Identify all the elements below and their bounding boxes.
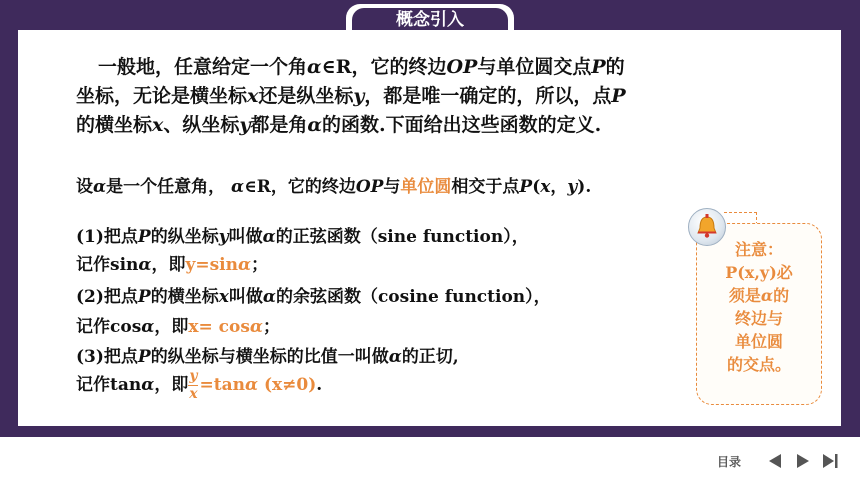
- setup-line: 设α是一个任意角， α∈R，它的终边OP与单位圆相交于点P(x，y).: [76, 177, 592, 197]
- tangent-fraction: $\frac{y}{x}$: [189, 368, 198, 402]
- title-tab: [346, 4, 514, 33]
- note-callout: [696, 223, 822, 405]
- sine-definition: (1)把点P的纵坐标y叫做α的正弦函数（sine function），: [76, 227, 529, 247]
- intro-paragraph: 一般地，任意给定一个角α∈R，它的终边OP与单位圆交点P的 坐标，无论是横坐标x还是纵坐标y，都是唯一确定的，所以，点P 的横坐标x、纵坐标y都是角α的函数.下面给出这些函数的定义.: [76, 56, 626, 136]
- unit-circle-term: 单位圆: [400, 177, 452, 197]
- contents-link[interactable]: 目录: [717, 454, 742, 469]
- prev-icon[interactable]: [769, 454, 781, 468]
- cosine-notation: 记作cosα，即x= cosα；: [76, 317, 281, 337]
- next-icon[interactable]: [797, 454, 809, 468]
- nav-controls: [767, 452, 845, 470]
- page-title: 概念引入: [352, 8, 508, 33]
- note-text: 注意： P(x,y)必 须是α的 终边与 单位圆 的交点。: [725, 240, 793, 374]
- tangent-definition: (3)把点P的纵坐标与横坐标的比值一叫做α的正切,: [76, 347, 459, 367]
- cosine-definition: (2)把点P的横坐标x叫做α的余弦函数（cosine function），: [76, 287, 551, 307]
- sine-notation: 记作sinα，即y=sinα；: [76, 255, 269, 275]
- last-icon[interactable]: [823, 454, 838, 468]
- tangent-notation: 记作tanα，即 $\frac{y}{x}$ =tanα (x≠0).: [76, 368, 323, 402]
- bell-icon: [688, 208, 726, 246]
